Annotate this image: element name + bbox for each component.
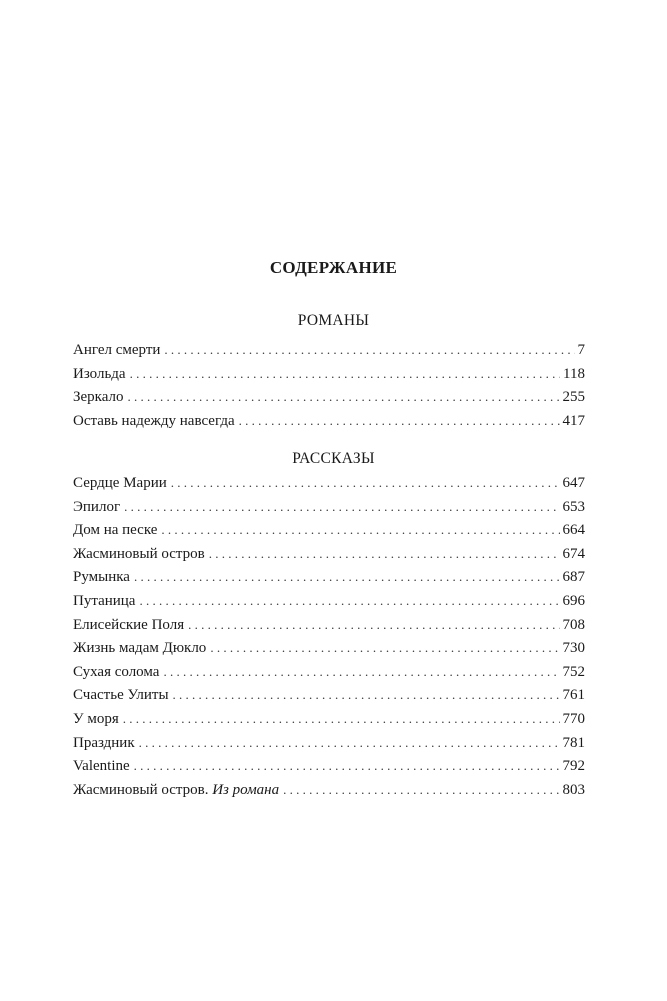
toc-list-stories — [73, 471, 585, 801]
toc-entry — [73, 518, 585, 542]
dot-leader — [124, 495, 559, 519]
dot-leader — [164, 338, 574, 362]
toc-entry-title — [73, 386, 128, 410]
section-heading-stories: РАССКАЗЫ — [292, 450, 375, 467]
toc-entry-page-number: 730 — [562, 640, 585, 657]
toc-entry-title-text: Путаница — [73, 592, 136, 609]
toc-entry — [73, 636, 585, 660]
toc-entry-page-number: 417 — [562, 412, 585, 429]
toc-entry-title-text: Valentine — [73, 758, 130, 775]
toc-entry-title — [73, 637, 210, 661]
toc-entry-title — [73, 684, 173, 708]
toc-entry — [73, 613, 585, 637]
toc-entry-page-number: 770 — [562, 710, 585, 727]
toc-entry-title-text: Жасминовый остров — [73, 545, 205, 562]
toc-entry-title — [73, 410, 239, 434]
toc-entry-page-number: 781 — [562, 734, 585, 751]
toc-list-novels — [73, 338, 585, 432]
dot-leader — [134, 754, 560, 778]
dot-leader — [128, 385, 560, 409]
dot-leader — [210, 636, 559, 660]
dot-leader — [134, 565, 560, 589]
toc-entry-title-text: Жасминовый остров. — [73, 781, 209, 798]
dot-leader — [130, 362, 560, 386]
dot-leader — [161, 518, 559, 542]
toc-entry-title-text: Праздник — [73, 734, 135, 751]
toc-entry-page-number: 708 — [562, 616, 585, 633]
dot-leader — [173, 683, 560, 707]
dot-leader — [139, 731, 560, 755]
toc-entry-title — [73, 708, 123, 732]
toc-entry-title — [73, 363, 130, 387]
section-heading-novels: РОМАНЫ — [297, 312, 370, 329]
toc-entry-title-text: Жизнь мадам Дюкло — [73, 640, 207, 657]
toc-entry-title — [73, 339, 164, 363]
toc-entry — [73, 683, 585, 707]
toc-entry-page-number: 696 — [562, 592, 585, 609]
toc-entry-title — [73, 472, 171, 496]
toc-entry-title — [73, 519, 161, 543]
toc-entry-page-number: 7 — [577, 342, 585, 358]
toc-entry-page-number: 761 — [562, 687, 585, 704]
toc-entry — [73, 778, 585, 802]
toc-entry-title-text: Изольда — [73, 365, 126, 382]
toc-entry-title — [73, 590, 139, 614]
dot-leader — [209, 542, 560, 566]
toc-entry — [73, 471, 585, 495]
toc-entry — [73, 385, 585, 409]
toc-entry-page-number: 803 — [562, 781, 585, 798]
toc-entry — [73, 409, 585, 433]
toc-entry — [73, 565, 585, 589]
toc-entry-page-number: 792 — [562, 758, 585, 775]
toc-entry-title — [73, 543, 209, 567]
dot-leader — [163, 660, 559, 684]
toc-entry-title — [73, 566, 134, 590]
toc-entry-title — [73, 661, 163, 685]
toc-entry-title-text: Оставь надежду навсегда — [73, 412, 235, 429]
toc-entry-page-number: 647 — [562, 475, 585, 491]
toc-entry — [73, 731, 585, 755]
toc-entry-title — [73, 779, 283, 803]
toc-entry — [73, 754, 585, 778]
toc-entry-title-text: Сухая солома — [73, 663, 160, 680]
toc-entry-title — [73, 614, 188, 638]
toc-entry-title — [73, 755, 134, 779]
toc-entry — [73, 362, 585, 386]
toc-entry — [73, 589, 585, 613]
dot-leader — [171, 471, 560, 495]
toc-entry-title-text: Ангел смерти — [73, 342, 161, 358]
toc-entry-page-number: 752 — [562, 663, 585, 680]
toc-entry-title-text: Эпилог — [73, 498, 121, 515]
toc-title: СОДЕРЖАНИЕ — [269, 258, 398, 277]
toc-entry-page-number: 664 — [562, 522, 585, 539]
toc-entry — [73, 542, 585, 566]
toc-entry-page-number: 687 — [562, 569, 585, 586]
toc-entry-title-text: Зеркало — [73, 389, 124, 406]
toc-entry — [73, 660, 585, 684]
toc-entry-title-text: У моря — [73, 710, 119, 727]
dot-leader — [283, 778, 559, 802]
dot-leader — [139, 589, 559, 613]
toc-entry-subtitle: Из романа — [212, 781, 280, 798]
toc-entry — [73, 338, 585, 362]
toc-entry-page-number: 118 — [563, 365, 585, 382]
toc-entry — [73, 707, 585, 731]
toc-entry — [73, 495, 585, 519]
toc-entry-page-number: 255 — [562, 389, 585, 406]
toc-entry-title-text: Счастье Улиты — [73, 687, 169, 704]
toc-entry-title-text: Сердце Марии — [73, 475, 167, 491]
toc-entry-title-text: Елисейские Поля — [73, 616, 185, 633]
toc-entry-title — [73, 732, 139, 756]
dot-leader — [123, 707, 560, 731]
toc-entry-title-text: Румынка — [73, 569, 130, 586]
toc-entry-title-text: Дом на песке — [73, 522, 158, 539]
toc-entry-page-number: 653 — [562, 498, 585, 515]
dot-leader — [188, 613, 559, 637]
dot-leader — [239, 409, 560, 433]
toc-entry-page-number: 674 — [562, 545, 585, 562]
toc-entry-title — [73, 496, 124, 520]
